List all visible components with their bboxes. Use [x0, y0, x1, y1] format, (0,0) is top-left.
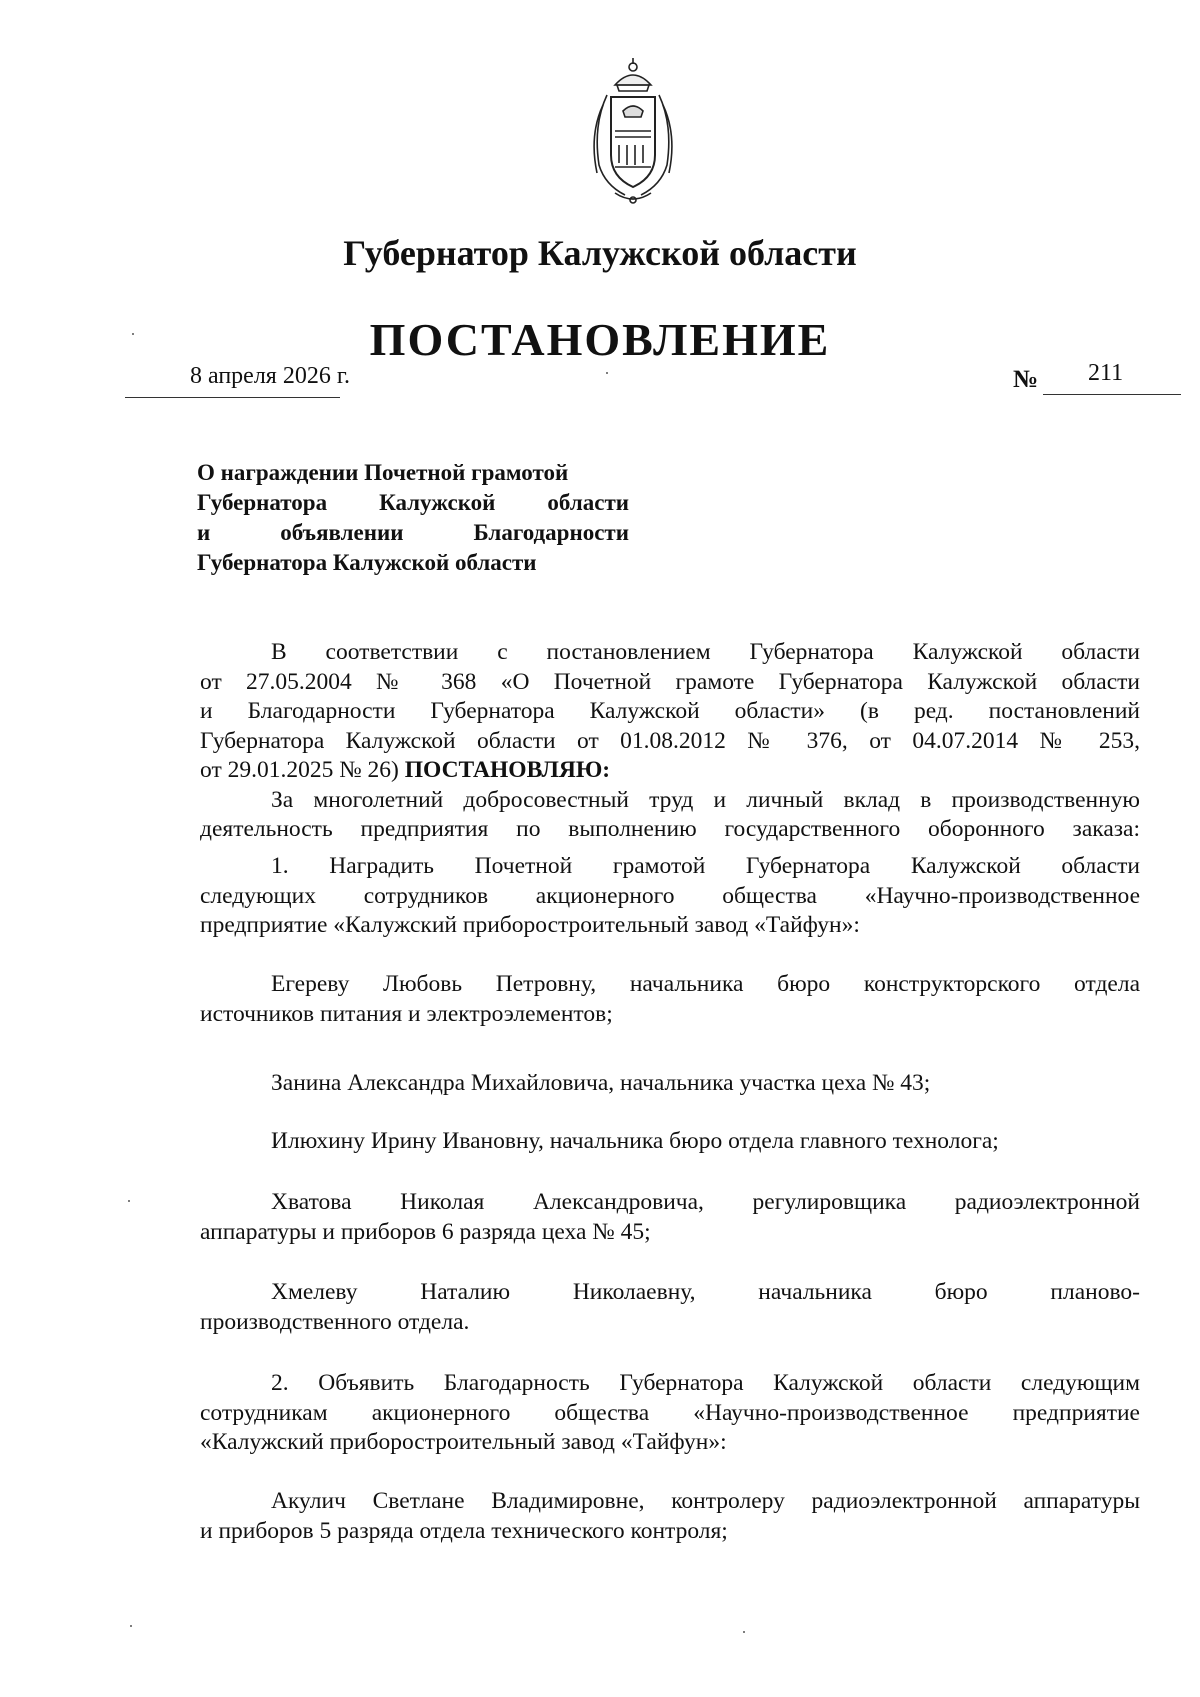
date-underline: [125, 397, 340, 398]
preamble-line: Губернатора Калужской области от 01.08.2012 № 376, от 04.07.2014 № 253,: [200, 727, 1140, 754]
number-underline: [1043, 394, 1181, 395]
preamble-last-line: от 29.01.2025 № 26): [200, 757, 405, 783]
item-1-line: 1. Наградить Почетной грамотой Губернатора Калужской области: [271, 853, 1140, 879]
awardee-line: производственного отдела.: [200, 1308, 470, 1335]
item-2-line: 2. Объявить Благодарность Губернатора Калужской области следующим: [271, 1370, 1140, 1396]
reason-line: деятельность предприятия по выполнению государственного оборонного заказа:: [200, 816, 1140, 842]
item-2-line: «Калужский приборостроительный завод «Тайфун»:: [200, 1429, 727, 1455]
item-1-line: предприятие «Калужский приборостроительный завод «Тайфун»:: [200, 912, 860, 938]
subject-line: и объявлении Благодарности: [197, 520, 629, 545]
subject-line: О награждении Почетной грамотой: [197, 460, 569, 485]
number-label: №: [1013, 366, 1039, 393]
scan-speck: [128, 1200, 130, 1202]
awardee-line: аппаратуры и приборов 6 разряда цеха № 45;: [200, 1218, 651, 1245]
scan-speck: [130, 1625, 132, 1627]
scan-speck: [743, 1631, 745, 1633]
scan-speck: [606, 372, 608, 374]
awardee-5: [200, 1278, 1140, 1337]
awardee-line: Хмелеву Наталию Николаевну, начальника бюро планово-: [271, 1279, 1140, 1305]
item-1-line: следующих сотрудников акционерного общества «Научно-производственное: [200, 882, 1140, 909]
awardee-4: [200, 1188, 1140, 1247]
awardee-line: и приборов 5 разряда отдела технического контроля;: [200, 1517, 728, 1544]
preamble-line: от 27.05.2004 № 368 «О Почетной грамоте Губернатора Калужской области: [200, 668, 1140, 695]
document-type: ПОСТАНОВЛЕНИЕ: [369, 314, 831, 365]
item-1-paragraph: [200, 852, 1140, 941]
awardee-line: Илюхину Ирину Ивановну, начальника бюро отдела главного технолога;: [271, 1128, 999, 1154]
decree-word: ПОСТАНОВЛЯЮ:: [404, 757, 611, 783]
awardee-line: Егереву Любовь Петровну, начальника бюро конструкторского отдела: [271, 971, 1140, 997]
awardee-line: Хватова Николая Александровича, регулировщика радиоэлектронной: [271, 1189, 1140, 1215]
document-subject: [197, 458, 629, 578]
number-field: [1013, 360, 1181, 400]
item-2-line: сотрудникам акционерного общества «Научно-производственное предприятие: [200, 1399, 1140, 1426]
awardee-3: [200, 1127, 1140, 1157]
preamble-line: В соответствии с постановлением Губернатора Калужской области: [271, 639, 1140, 665]
awardee-line: источников питания и электроэлементов;: [200, 1000, 613, 1027]
document-date: 8 апреля 2026 г.: [190, 363, 350, 389]
subject-line: Губернатора Калужской области: [197, 490, 629, 515]
preamble-line: [200, 756, 1140, 786]
scan-speck: [132, 333, 134, 335]
preamble: [200, 638, 1140, 845]
document-number: 211: [1088, 360, 1124, 386]
awardee-line: Акулич Светлане Владимировне, контролеру радиоэлектронной аппаратуры: [271, 1488, 1140, 1514]
awardee-line: Занина Александра Михайловича, начальника участка цеха № 43;: [271, 1070, 931, 1096]
authority-title: Губернатор Калужской области: [343, 233, 857, 273]
subject-line: Губернатора Калужской области: [197, 550, 537, 575]
awardee-1: [200, 970, 1140, 1029]
awardee-6: [200, 1487, 1140, 1546]
reason-line: За многолетний добросовестный труд и личный вклад в производственную: [271, 786, 1140, 813]
awardee-2: [200, 1069, 1140, 1099]
coat-of-arms-emblem: [585, 55, 681, 207]
item-2-paragraph: [200, 1369, 1140, 1458]
preamble-line: и Благодарности Губернатора Калужской области» (в ред. постановлений: [200, 698, 1140, 724]
